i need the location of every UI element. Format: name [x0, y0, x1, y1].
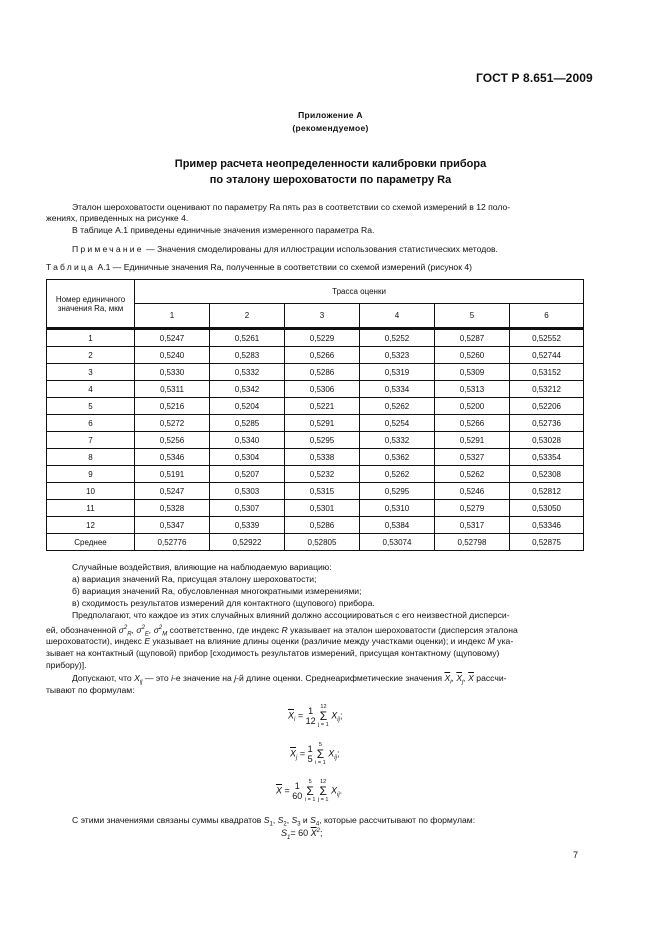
value-cell: 0,53346 — [510, 517, 584, 534]
value-cell: 0,5342 — [210, 381, 285, 398]
intro-paragraph-2: В таблице А.1 приведены единичные значения измеренного параметра Ra. — [72, 225, 375, 235]
value-cell: 0,5286 — [285, 364, 360, 381]
value-cell: 0,53354 — [510, 449, 584, 466]
sum-upper: 12 — [320, 704, 327, 710]
value-cell: 0,5313 — [435, 381, 510, 398]
list-item-v: в) сходимость результатов измерений для контактного (щупового) прибора. — [72, 598, 375, 608]
value-cell: 0,5332 — [360, 432, 435, 449]
value-cell: 0,5256 — [135, 432, 210, 449]
value-cell: 0,5309 — [435, 364, 510, 381]
text: указывает на эталон шероховатости (дисперсия эталона — [287, 624, 518, 635]
formula-mean-j: $\overline{X}_j$ = 1 5 5 Σ i = 1 $X_{ij}$; — [290, 742, 340, 766]
assume-line4: зывает на контактный (щуповой) прибор [сходимость результатов измерений, присущая контактному (щуповому) — [46, 648, 500, 658]
sum-upper: 5 — [318, 742, 322, 748]
table-caption-label: Таблица — [46, 262, 96, 272]
symbol: S — [281, 828, 288, 838]
value-cell: 0,5328 — [135, 500, 210, 517]
value-cell: 0,5323 — [360, 347, 435, 364]
power: 2 — [316, 828, 320, 834]
value-cell: 0,5311 — [135, 381, 210, 398]
value-cell: 0,52812 — [510, 483, 584, 500]
value-cell: 0,52776 — [135, 534, 210, 551]
row-label-cell: 5 — [47, 398, 135, 415]
value-cell: 0,5339 — [210, 517, 285, 534]
column-header: 5 — [435, 304, 510, 329]
page-number: 7 — [573, 850, 579, 860]
value-cell: 0,5279 — [435, 500, 510, 517]
value-cell: 0,53050 — [510, 500, 584, 517]
value-cell: 0,5285 — [210, 415, 285, 432]
sum-lower: j = 1 — [317, 797, 329, 803]
value-cell: 0,5346 — [135, 449, 210, 466]
value-cell: 0,5310 — [360, 500, 435, 517]
table-row — [47, 347, 584, 364]
page-title-line1: Пример расчета неопределенности калибровки прибора — [174, 158, 487, 170]
row-label-cell: 11 — [47, 500, 135, 517]
table-row — [47, 329, 584, 347]
value-cell: 0,5247 — [135, 329, 210, 347]
value-cell: 0,52308 — [510, 466, 584, 483]
value-cell: 0,5291 — [435, 432, 510, 449]
annex-label: Приложение А — [298, 110, 363, 120]
value-cell: 0,5307 — [210, 500, 285, 517]
text: ука- — [494, 636, 514, 646]
denominator: 12 — [305, 716, 316, 726]
term: X — [330, 785, 337, 796]
sums-intro: С этими значениями связаны суммы квадратов $S_1$, $S_2$, $S_3$ и $S_4$, которые рассчитывают по формулам: — [72, 815, 476, 828]
value-cell: 0,53028 — [510, 432, 584, 449]
row-label-cell: 12 — [47, 517, 135, 534]
data-table — [46, 279, 584, 551]
sum-lower: i = 1 — [315, 760, 326, 766]
value-cell: 0,52798 — [435, 534, 510, 551]
value-cell: 0,5232 — [285, 466, 360, 483]
value-cell: 0,5315 — [285, 483, 360, 500]
table-row — [47, 449, 584, 466]
value-cell: 0,5330 — [135, 364, 210, 381]
index-e: E — [144, 636, 151, 646]
value-cell: 0,52922 — [210, 534, 285, 551]
punct: ; — [336, 748, 340, 759]
subscript: j — [296, 755, 298, 762]
list-item-b: б) вариация значений Ra, обусловленная многократными измерениями; — [72, 586, 362, 596]
value-cell: 0,52552 — [510, 329, 584, 347]
value-cell: 0,5191 — [135, 466, 210, 483]
allow-line1: Допускают, что $X_{ij}$ — это i-е значение на j-й длине оценки. Среднеарифметические значения $\overline{X}_i$, $\overline{X}_j$, $\overline{X}$ рассчи- — [72, 673, 507, 686]
term: X — [328, 748, 335, 759]
symbol: $\overline{X}$ — [288, 710, 295, 721]
value-cell: 0,5291 — [285, 415, 360, 432]
value-cell: 0,5252 — [360, 329, 435, 347]
value-cell: 0,52744 — [510, 347, 584, 364]
text: -й длине оценки. Среднеарифметические значения — [236, 673, 445, 683]
denominator: 5 — [307, 754, 313, 764]
assume-line5: прибору)]. — [46, 660, 87, 670]
row-header-cell — [47, 280, 135, 329]
value-cell: 0,5301 — [285, 500, 360, 517]
text: Допускают, что — [72, 673, 135, 683]
table-body — [47, 329, 584, 551]
punct: ; — [339, 710, 343, 721]
row-label-cell: 4 — [47, 381, 135, 398]
value-cell: 0,5246 — [435, 483, 510, 500]
value-cell: 0,52206 — [510, 398, 584, 415]
value-cell: 0,52875 — [510, 534, 584, 551]
intro-paragraph-line2: жениях, приведенных на рисунке 4. — [46, 213, 189, 223]
table-header-row — [47, 280, 584, 304]
text: указывает на влияние длины оценки (различие между участками оценки); и индекс — [150, 636, 488, 646]
subscript: 1 — [287, 834, 291, 841]
page-title-line2: по эталону шероховатости по параметру Ra — [209, 174, 452, 186]
table-row — [47, 415, 584, 432]
subscript: ij — [337, 792, 340, 799]
column-header: 1 — [135, 304, 210, 329]
table-row — [47, 517, 584, 534]
column-header: 6 — [510, 304, 584, 329]
table-row — [47, 500, 584, 517]
table-row — [47, 483, 584, 500]
numerator: 1 — [308, 706, 314, 716]
column-header: 4 — [360, 304, 435, 329]
effects-intro: Случайные воздействия, влияющие на наблюдаемую вариацию: — [72, 562, 332, 572]
value-cell: 0,5221 — [285, 398, 360, 415]
column-header: 3 — [285, 304, 360, 329]
index-r: R — [281, 624, 288, 635]
value-cell: 0,5240 — [135, 347, 210, 364]
value-cell: 0,5200 — [435, 398, 510, 415]
assume-line1: Предполагают, что каждое из этих случайных влияний должно ассоциироваться с его неизвестной дисперси- — [72, 610, 510, 620]
text: , которые рассчитывают по формулам: — [319, 815, 476, 825]
list-item-a: а) вариация значений Ra, присущая эталону шероховатости; — [72, 574, 317, 584]
value-cell: 0,5303 — [210, 483, 285, 500]
note-text: — Значения смоделированы для иллюстрации использования статистических методов. — [143, 244, 498, 254]
annex-status: (рекомендуемое) — [292, 123, 369, 133]
value-cell: 0,5286 — [285, 517, 360, 534]
value-cell: 0,5295 — [285, 432, 360, 449]
index-m: M — [487, 636, 495, 646]
row-label-cell: 10 — [47, 483, 135, 500]
row-label-cell: 1 — [47, 329, 135, 347]
text: С этими значениями связаны суммы квадратов — [72, 815, 264, 825]
table-row — [47, 432, 584, 449]
numerator: 1 — [294, 781, 300, 791]
row-label-cell: 2 — [47, 347, 135, 364]
text: -е значение на — [172, 673, 235, 683]
value-cell: 0,5384 — [360, 517, 435, 534]
subscript: ij — [337, 717, 340, 724]
value-cell: 0,5317 — [435, 517, 510, 534]
formula-mean-total: $\overline{X}$ = 1 60 5 Σ i = 1 12 Σ j = 1 $X_{ij}$. — [276, 779, 343, 803]
table-caption — [46, 262, 472, 273]
column-header: 2 — [210, 304, 285, 329]
value-cell: 0,52736 — [510, 415, 584, 432]
punct: . — [339, 785, 343, 796]
table-row — [47, 534, 584, 551]
group-header-cell: Трасса оценки — [135, 280, 584, 304]
value-cell: 0,5332 — [210, 364, 285, 381]
value-cell: 0,5261 — [210, 329, 285, 347]
value-cell: 0,5295 — [360, 483, 435, 500]
sum-lower: j = 1 — [318, 722, 329, 728]
value-cell: 0,53212 — [510, 381, 584, 398]
table-row — [47, 364, 584, 381]
table-row — [47, 466, 584, 483]
value-cell: 0,5306 — [285, 381, 360, 398]
row-label-cell: 6 — [47, 415, 135, 432]
numerator: 1 — [307, 744, 313, 754]
table-row — [47, 398, 584, 415]
value-cell: 0,5338 — [285, 449, 360, 466]
value-cell: 0,5304 — [210, 449, 285, 466]
value-cell: 0,5260 — [435, 347, 510, 364]
value-cell: 0,5262 — [360, 398, 435, 415]
value-cell: 0,53152 — [510, 364, 584, 381]
row-header-line1: Номер единичного — [55, 294, 126, 304]
subscript: i — [294, 717, 296, 724]
value-cell: 0,5362 — [360, 449, 435, 466]
value-cell: 0,5207 — [210, 466, 285, 483]
sum-upper: 5 — [308, 779, 312, 785]
term: X — [331, 710, 338, 721]
value-cell: 0,5347 — [135, 517, 210, 534]
value-cell: 0,53074 — [360, 534, 435, 551]
value-cell: 0,5319 — [360, 364, 435, 381]
formula-mean-i: $\overline{X}_i$ = 1 12 12 Σ j = 1 $X_{ij}$; — [288, 704, 343, 728]
value-cell: 0,5266 — [435, 415, 510, 432]
text: соответственно, где индекс — [167, 624, 282, 635]
denominator: 60 — [292, 791, 303, 801]
assume-line3 — [46, 636, 513, 647]
symbol: $\overline{X}$ — [290, 748, 297, 759]
value-cell: 0,5262 — [360, 466, 435, 483]
symbol: $\overline{X}$ — [276, 785, 283, 796]
text: шероховатости), индекс — [46, 636, 145, 646]
row-label-cell: 9 — [47, 466, 135, 483]
value-cell: 0,5287 — [435, 329, 510, 347]
table-caption-text: А.1 — Единичные значения Ra, полученные в соответствии со схемой измерений (рисунок 4) — [95, 262, 472, 272]
table-row — [47, 381, 584, 398]
allow-line2: тывают по формулам: — [46, 685, 135, 695]
value-cell: 0,5204 — [210, 398, 285, 415]
text: рассчи- — [473, 673, 507, 683]
row-header-line2: значения Ra, мкм — [57, 303, 124, 313]
intro-paragraph-line1: Эталон шероховатости оценивают по параметру Ra пять раз в соответствии со схемой измерений в 12 поло- — [72, 202, 511, 212]
document-code: ГОСТ Р 8.651—2009 — [476, 71, 593, 85]
value-cell: 0,5247 — [135, 483, 210, 500]
row-label-cell: 3 — [47, 364, 135, 381]
value-cell: 0,5254 — [360, 415, 435, 432]
value-cell: 0,52805 — [285, 534, 360, 551]
subscript: ij — [334, 755, 337, 762]
text: ей, обозначенной — [46, 624, 119, 635]
punct: ; — [320, 828, 323, 838]
value-cell: 0,5327 — [435, 449, 510, 466]
value-cell: 0,5272 — [135, 415, 210, 432]
sum-lower: i = 1 — [304, 797, 316, 803]
value-cell: 0,5262 — [435, 466, 510, 483]
note — [72, 244, 498, 255]
value-cell: 0,5229 — [285, 329, 360, 347]
rhs: = 60 — [290, 828, 311, 838]
value-cell: 0,5216 — [135, 398, 210, 415]
assume-line2: ей, обозначенной $\sigma^2_R$, $\sigma^2_E$, $\sigma^2_M$ соответственно, где индекс R указывает на эталон шероховатости (дисперсия эталона — [46, 624, 518, 638]
value-cell: 0,5340 — [210, 432, 285, 449]
value-cell: 0,5334 — [360, 381, 435, 398]
sum-upper: 12 — [320, 779, 327, 785]
variable: $\overline{X}$ — [310, 828, 317, 838]
row-label-cell: 8 — [47, 449, 135, 466]
row-label-cell: 7 — [47, 432, 135, 449]
formula-s1 — [281, 828, 323, 841]
text: — это — [142, 673, 172, 683]
row-label-cell: Среднее — [47, 534, 135, 551]
value-cell: 0,5283 — [210, 347, 285, 364]
value-cell: 0,5266 — [285, 347, 360, 364]
note-label: Примечание — [72, 244, 144, 254]
